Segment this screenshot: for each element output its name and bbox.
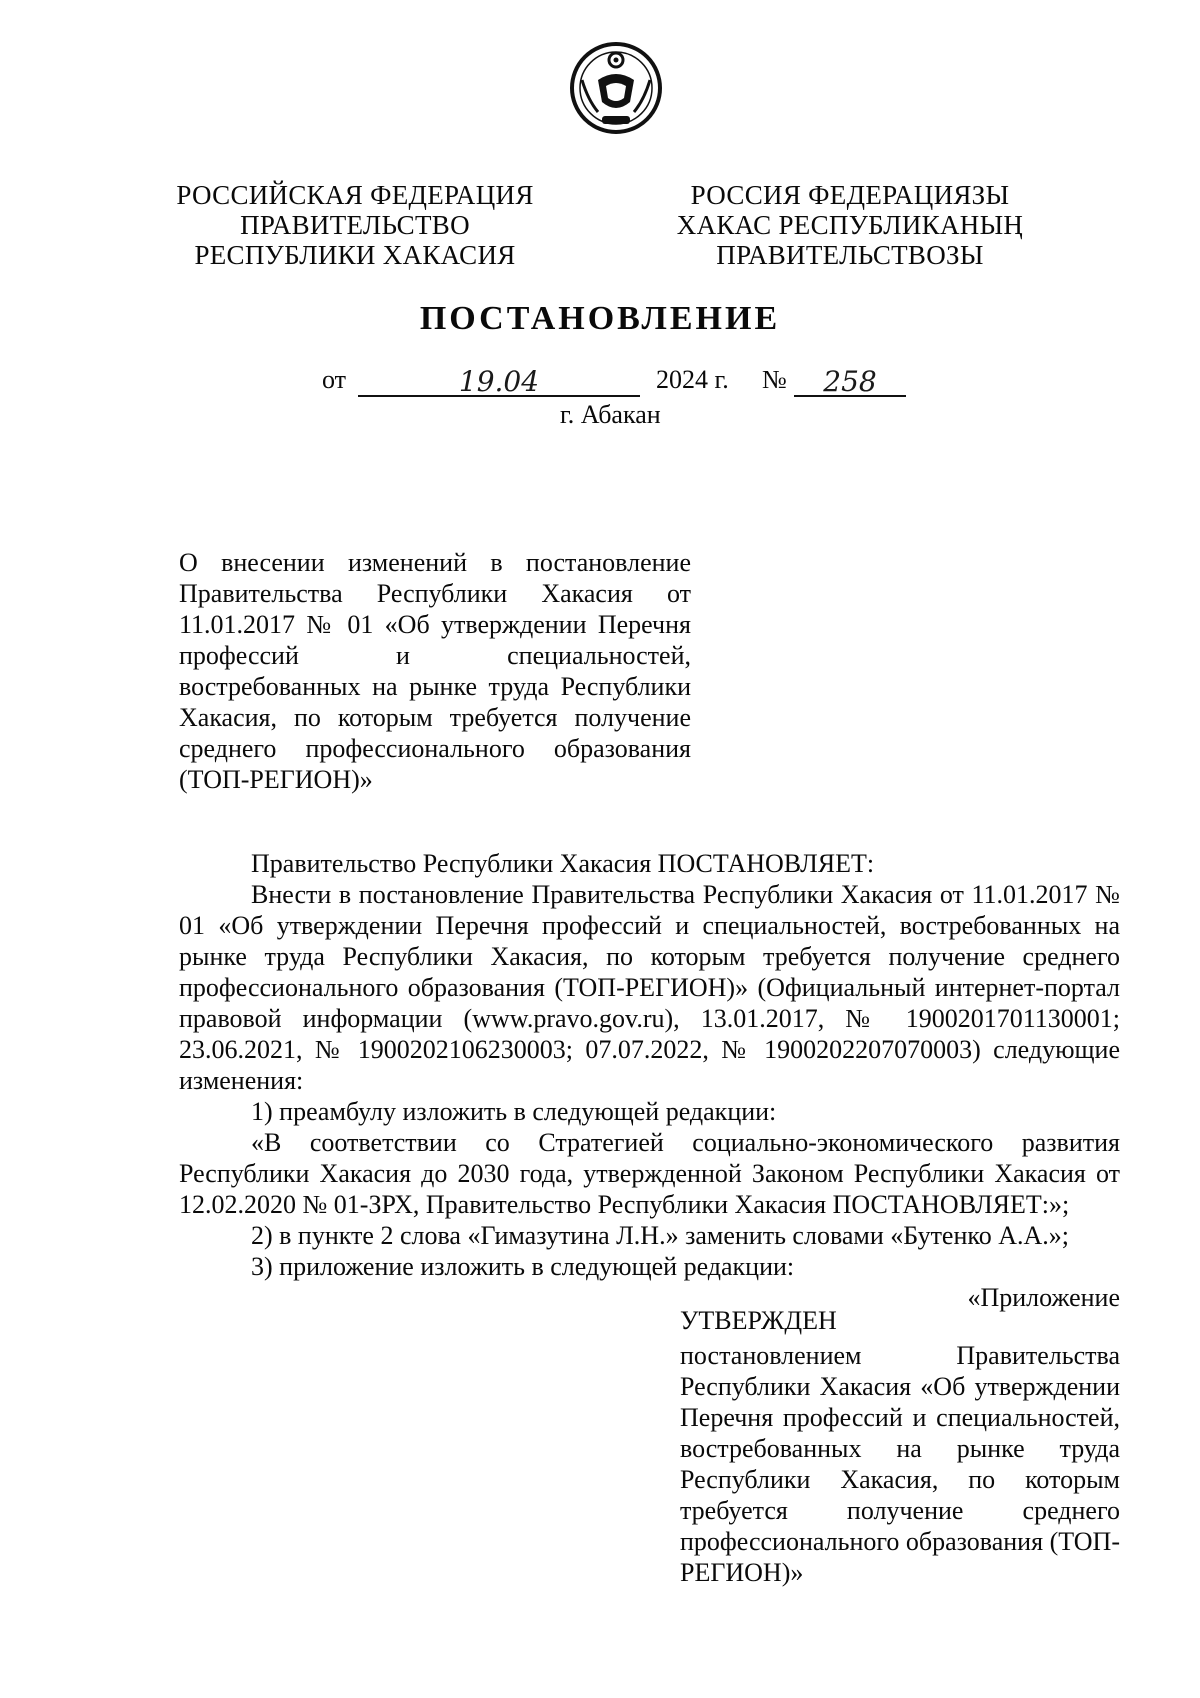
- header-left-line: ПРАВИТЕЛЬСТВО: [240, 210, 470, 240]
- khakassia-coat-of-arms-icon: [568, 40, 664, 136]
- handwritten-date: 19.04: [458, 365, 540, 398]
- item-3: 3) приложение изложить в следующей редакции:: [251, 1252, 795, 1281]
- approval-block: [680, 1305, 1120, 1588]
- document-title: ПОСТАНОВЛЕНИЕ: [419, 300, 781, 337]
- header-left: [155, 180, 555, 270]
- subject-block: [179, 547, 691, 795]
- date-field: [358, 365, 640, 397]
- approved-text: постановлением Правительства Республики Хакасия «Об утверждении Перечня профессий и специальностей, востребованных на рынке труда Республики Хакасия, по которым требуется получение среднего профессионального образования (ТОП-РЕГИОН)»: [680, 1341, 1120, 1587]
- decree-line: Правительство Республики Хакасия ПОСТАНОВЛЯЕТ:: [251, 849, 875, 878]
- appendix-label: «Приложение: [967, 1283, 1120, 1312]
- header-right-line: ХАКАС РЕСПУБЛИКАНЫҢ: [676, 210, 1024, 240]
- handwritten-number: 258: [823, 365, 877, 398]
- from-label: от: [322, 365, 347, 394]
- header-right-line: РОССИЯ ФЕДЕРАЦИЯЗЫ: [690, 180, 1010, 210]
- header-right: [640, 180, 1060, 270]
- subject-text: О внесении изменений в постановление Правительства Республики Хакасия от 11.01.2017 № 01 «Об утверждении Перечня профессий и специальностей, востребованных на рынке труда Республики Хакасия, по которым требуется получение среднего профессионального образования (ТОП-РЕГИОН)»: [179, 548, 691, 794]
- body: [179, 848, 1120, 1313]
- header-right-line: ПРАВИТЕЛЬСТВОЗЫ: [716, 240, 984, 270]
- header-left-line: РЕСПУБЛИКИ ХАКАСИЯ: [194, 240, 516, 270]
- item-1-text: «В соответствии со Стратегией социально-экономического развития Республики Хакасия до 2030 года, утвержденной Законом Республики Хакасия от 12.02.2020 № 01-ЗРХ, Правительство Республики Хакасия ПОСТАНОВЛЯЕТ:»;: [179, 1128, 1120, 1219]
- year-label: 2024 г.: [656, 365, 729, 394]
- item-2: 2) в пункте 2 слова «Гимазутина Л.Н.» заменить словами «Бутенко А.А.»;: [251, 1221, 1069, 1250]
- city: г. Абакан: [560, 400, 661, 429]
- approved-label: УТВЕРЖДЕН: [680, 1306, 837, 1335]
- number-field: [794, 365, 906, 397]
- main-paragraph: Внести в постановление Правительства Республики Хакасия от 11.01.2017 № 01 «Об утверждении Перечня профессий и специальностей, востребованных на рынке труда Республики Хакасия, по которым требуется получение среднего профессионального образования (ТОП-РЕГИОН)» (Официальный интернет-портал правовой информации (www.pravo.gov.ru), 13.01.2017, № 1900201701130001; 23.06.2021, № 1900202106230003; 07.07.2022, № 1900202207070003) следующие изменения:: [179, 880, 1120, 1095]
- item-1: 1) преамбулу изложить в следующей редакции:: [251, 1097, 777, 1126]
- number-label: №: [762, 365, 787, 394]
- header-left-line: РОССИЙСКАЯ ФЕДЕРАЦИЯ: [176, 180, 534, 210]
